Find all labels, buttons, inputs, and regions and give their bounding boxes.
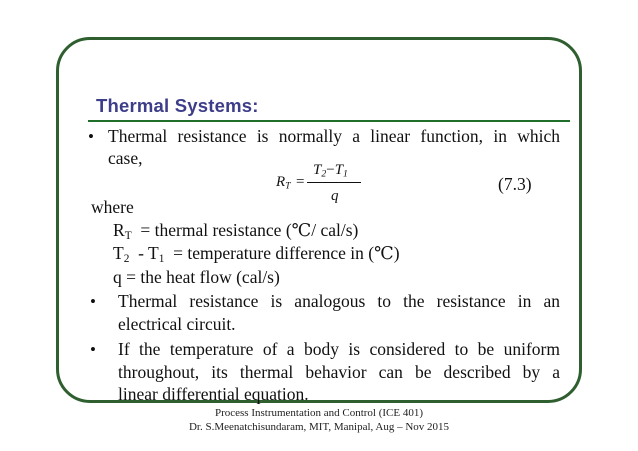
def-rt-text: = thermal resistance (℃/ cal/s) — [140, 220, 359, 240]
def-td-text: = temperature difference in (℃) — [173, 243, 400, 263]
bullet3-line1: If the temperature of a body is considered to be uniform — [118, 339, 560, 359]
where-label: where — [91, 197, 134, 217]
bullet-marker: • — [90, 340, 96, 359]
equation-equals: = — [296, 174, 305, 190]
title-underline — [88, 120, 570, 122]
definition-heat-flow: q = the heat flow (cal/s) — [113, 267, 280, 287]
fraction-bar — [307, 182, 361, 183]
def-rt-symbol: R — [113, 220, 125, 240]
bullet1-line1: Thermal resistance is normally a linear function, in which — [108, 126, 560, 146]
num-t2-sub: 2 — [321, 168, 327, 180]
footer-author: Dr. S.Meenatchisundaram, MIT, Manipal, Aug – Nov 2015 — [188, 421, 450, 433]
equation-numerator — [313, 162, 348, 179]
def-t2-symbol: T — [113, 243, 124, 263]
equation-lhs — [276, 174, 291, 191]
def-rt-sub: T — [124, 229, 132, 242]
num-t2: T — [313, 162, 322, 178]
def-t2-sub: 2 — [123, 252, 130, 265]
lhs-r: R — [276, 174, 286, 190]
equation-denominator: q — [331, 188, 339, 204]
num-minus: − — [326, 162, 335, 178]
num-t1-sub: 1 — [343, 168, 348, 180]
def-t1-symbol: - T — [138, 243, 159, 263]
bullet2-line2: electrical circuit. — [118, 314, 236, 334]
footer-course: Process Instrumentation and Control (ICE 401) — [214, 407, 424, 419]
bullet3-line2: throughout, its thermal behavior can be described by a — [118, 362, 560, 382]
slide-title: Thermal Systems: — [96, 95, 259, 116]
bullet-marker: • — [90, 292, 96, 311]
definition-temperature-difference — [113, 243, 400, 265]
equation-number: (7.3) — [498, 174, 532, 194]
num-t1: T — [334, 162, 344, 178]
bullet3-line3: linear differential equation. — [118, 384, 309, 404]
lhs-sub: T — [285, 180, 291, 192]
bullet1-line2: case, — [108, 148, 143, 168]
bullet2-line1: Thermal resistance is analogous to the resistance in an — [118, 291, 560, 311]
def-t1-sub: 1 — [158, 252, 165, 265]
definition-rt — [113, 220, 358, 242]
bullet-marker: • — [88, 127, 94, 146]
